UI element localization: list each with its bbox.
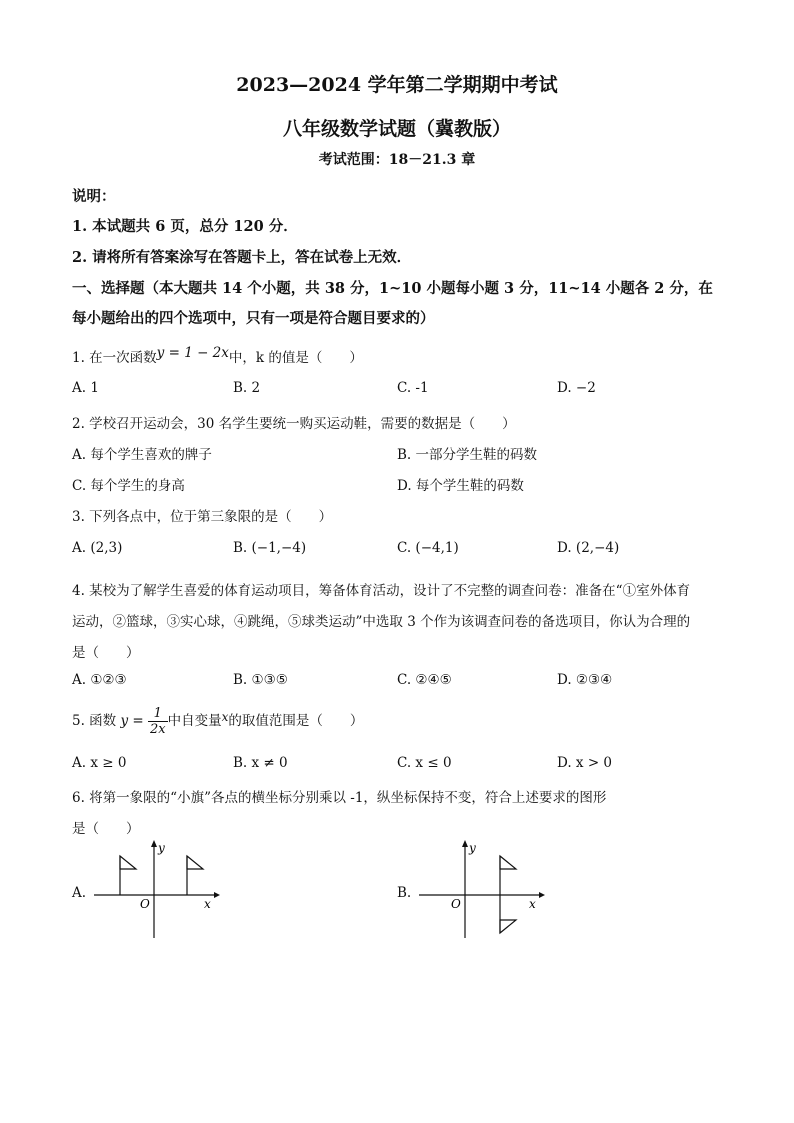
q5-option-b[interactable]: B. x ≠ 0 bbox=[233, 755, 288, 771]
notes-label: 说明： bbox=[72, 188, 116, 205]
x-axis-arrow-icon bbox=[539, 892, 545, 898]
q1-stem-post: 中，k 的值是（ ） bbox=[228, 350, 363, 366]
exam-subtitle: 八年级数学试题（冀教版） bbox=[282, 118, 511, 140]
note-item-1: 1. 本试题共 6 页，总分 120 分． bbox=[72, 218, 298, 235]
q4-option-b[interactable]: B. ①③⑤ bbox=[233, 672, 288, 688]
q3-option-d[interactable]: D. (2,−4) bbox=[557, 540, 620, 556]
q5-stem-mid: 中自变量 bbox=[167, 713, 222, 729]
flag-left-icon bbox=[120, 856, 136, 869]
q1-option-d[interactable]: D. −2 bbox=[557, 380, 596, 396]
q4-option-d[interactable]: D. ②③④ bbox=[557, 672, 613, 688]
q2-option-c[interactable]: C. 每个学生的身高 bbox=[72, 478, 185, 494]
q6-option-b-figure[interactable] bbox=[415, 840, 545, 940]
question-5-stem bbox=[72, 706, 363, 737]
flag-right-icon bbox=[187, 856, 203, 869]
question-6-stem-line1: 6. 将第一象限的“小旗”各点的横坐标分别乘以 -1，纵坐标保持不变，符合上述要求的图形 bbox=[72, 790, 607, 806]
q5-stem-post: 的取值范围是（ ） bbox=[228, 713, 364, 729]
q6-option-b-label[interactable]: B. bbox=[397, 885, 412, 901]
question-1-stem bbox=[72, 346, 363, 366]
q4-option-a[interactable]: A. ①②③ bbox=[72, 672, 127, 688]
q6-option-a-figure[interactable] bbox=[90, 840, 220, 940]
origin-label: O bbox=[140, 897, 150, 911]
section-heading-line1: 一、选择题（本大题共 14 个小题，共 38 分，1~10 小题每小题 3 分，11~14 小题各 2 分，在 bbox=[72, 280, 713, 297]
q1-option-c[interactable]: C. -1 bbox=[397, 380, 429, 396]
question-6-stem-line2: 是（ ） bbox=[72, 821, 140, 837]
flag-upper-icon bbox=[500, 856, 516, 869]
q5-variable: x bbox=[221, 710, 229, 724]
flag-lower-icon bbox=[500, 920, 516, 933]
q5-option-d[interactable]: D. x > 0 bbox=[557, 755, 613, 771]
note-item-2: 2. 请将所有答案涂写在答题卡上，答在试卷上无效． bbox=[72, 249, 412, 266]
q5-option-a[interactable]: A. x ≥ 0 bbox=[72, 755, 127, 771]
q3-option-c[interactable]: C. (−4,1) bbox=[397, 540, 459, 556]
q3-option-a[interactable]: A. (2,3) bbox=[72, 540, 123, 556]
q1-option-b[interactable]: B. 2 bbox=[233, 380, 261, 396]
q5-fraction bbox=[148, 706, 168, 737]
question-4-stem-line3: 是（ ） bbox=[72, 645, 140, 661]
q3-option-b[interactable]: B. (−1,−4) bbox=[233, 540, 307, 556]
q2-option-b[interactable]: B. 一部分学生鞋的码数 bbox=[397, 447, 538, 463]
y-axis-label: y bbox=[469, 841, 476, 855]
exam-scope: 考试范围：18－21.3 章 bbox=[318, 152, 476, 168]
q6-option-a-label[interactable]: A. bbox=[72, 885, 87, 901]
question-4-stem-line2: 运动，②篮球，③实心球，④跳绳，⑤球类运动”中选取 3 个作为该调查问卷的备选项目，你认为合理的 bbox=[72, 614, 691, 630]
y-axis-label: y bbox=[158, 841, 165, 855]
q2-option-d[interactable]: D. 每个学生鞋的码数 bbox=[397, 478, 524, 494]
x-axis-label: x bbox=[204, 897, 211, 911]
y-axis-arrow-icon bbox=[462, 840, 468, 847]
x-axis-label: x bbox=[529, 897, 536, 911]
q1-stem-pre: 1. 在一次函数 bbox=[72, 350, 157, 366]
q5-fraction-denominator: 2x bbox=[150, 722, 166, 737]
exam-title: 2023—2024 学年第二学期期中考试 bbox=[236, 74, 558, 96]
q5-option-c[interactable]: C. x ≤ 0 bbox=[397, 755, 452, 771]
origin-label: O bbox=[451, 897, 461, 911]
q1-function: y = 1 − 2x bbox=[156, 345, 229, 361]
x-axis-arrow-icon bbox=[214, 892, 220, 898]
y-axis-arrow-icon bbox=[151, 840, 157, 847]
q2-option-a[interactable]: A. 每个学生喜欢的牌子 bbox=[72, 447, 212, 463]
q1-option-a[interactable]: A. 1 bbox=[72, 380, 99, 396]
q4-option-c[interactable]: C. ②④⑤ bbox=[397, 672, 452, 688]
question-2-stem: 2. 学校召开运动会，30 名学生要统一购买运动鞋，需要的数据是（ ） bbox=[72, 416, 516, 432]
question-3-stem: 3. 下列各点中，位于第三象限的是（ ） bbox=[72, 509, 333, 525]
q5-stem-pre: 5. 函数 bbox=[72, 713, 117, 729]
section-heading-line2: 每小题给出的四个选项中，只有一项是符合题目要求的） bbox=[72, 310, 435, 327]
q5-fraction-numerator: 1 bbox=[148, 706, 168, 722]
q5-function-lhs: y = bbox=[120, 713, 144, 729]
question-4-stem-line1: 4. 某校为了解学生喜爱的体育运动项目，筹备体育活动，设计了不完整的调查问卷：准备在“①室外体育 bbox=[72, 583, 691, 599]
